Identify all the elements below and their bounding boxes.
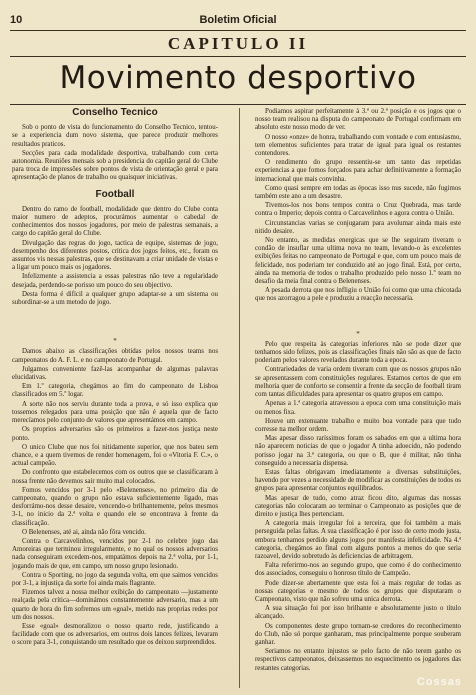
paragraph: Pode dizer-se abertamente que esta foi a mais regular de todas as nossas categorias e mesmo de todos os grupos que disputaram o Campeonato, visto que não sofreu uma unica derrota. bbox=[255, 579, 461, 603]
spacer bbox=[12, 308, 218, 334]
paragraph: Damos abaixo as classificações obtidas pelos nossos teams nos campeonatos do A. F. L. e no campeonato de Portugal. bbox=[12, 348, 218, 364]
chapter-rule bbox=[10, 56, 466, 57]
header-rule bbox=[10, 30, 466, 31]
paragraph: A categoria mais irregular foi a terceira, que foi também a mais perseguida pelas faltas. A sua classificação é por isso de certo modo justa, embora tenhamos perdido alguns jogos por manifesta infelicidade. Na 4.ª categoria, chegámos ao final com alguns pontos a menos do que seria razoavel, devido sobretudo às deficiencias de arbitragem. bbox=[255, 520, 461, 560]
paragraph: Esse «goal» desmoralizou o nosso quarto rede, justificando a facilidade com que os adversarios, em outros dois lances felizes, levaram o score para 3-1, conquistando um resultado que os deixou surpreendidos. bbox=[12, 622, 218, 647]
paragraph: Divulgação das regras do jogo, tactica de equipe, sistemas de jogo, desempenho dos diferentes postos, critica dos jogos feitos, etc., foram os assuntos vis nessas palestras, que se destinavam a criar unidade de vistas e a ligar um pouco mais os jogadores. bbox=[12, 239, 218, 272]
paragraph: Mas apesar disso raríssimos foram os sabados em que a ultima hora não aparecem noticias de que o jogador A tinha adoecido, não podendo porisso jogar na 3.ª categoria, ou que o B, que é militar, não tinha conseguido a necessaria dispensa. bbox=[255, 435, 461, 467]
paragraph: Contra o Sporting, no jogo da segunda volta, em que saimos vencidos por 3-1, a injustiça da sorte foi ainda mais flagrante. bbox=[12, 571, 218, 587]
paragraph: Fizemos talvez a nossa melhor exibição do campeonato —justamente realçada pela crítica—dominámos constantemente adversario, mas a um quarto de hora do fim sofremos um «goal», metido nas proprias redes por um dos nossos. bbox=[12, 589, 218, 621]
paragraph: Apenas a 1.ª categoria atravessou a epoca com uma constituição mais ou menos fixa. bbox=[255, 400, 461, 416]
running-title: Boletim Oficial bbox=[199, 14, 277, 26]
paragraph: Podiamos aspirar perfeitamente à 3.ª ou 2.ª posição e os jogos que o nosso team realisou na disputa do campeonato de Portugal confirmam em absoluto este nosso modo de ver. bbox=[255, 108, 461, 132]
paragraph: A sorte não nos serviu durante toda a prova, e só isso explica que tossemos relegados para uma posição que não é aquela que de facto merecíamos pelo conjunto de valores que apresentámos em campo. bbox=[12, 400, 218, 425]
paragraph: Mas apesar de tudo, como atraz ficou dito, algumas das nossas categorias não colocaram ao terminar o Campeonato as posições que de direito e justiça lhes pertenciam. bbox=[255, 494, 461, 518]
paragraph: Falta referirmo-nos ao segundo grupo, que como é do conhecimento dos associados, conseguiu o honroso título de Campeão. bbox=[255, 562, 461, 578]
page-header bbox=[10, 14, 466, 30]
paragraph: A sua situação foi por isso brilhante e absolutamente justo o título alcançado. bbox=[255, 605, 461, 621]
paragraph: Fomos vencidos por 3-1 pelo «Belenenses», no primeiro dia de campeonato, quando o grupo não estava suficientemente ligado, mas desforrámo-nos desse desaire, vencendo-o brilhantemente, pelos mesmos 3-1, no inicio da 2.ª volta e quando ele se encontrava à frente da classificação. bbox=[12, 486, 218, 527]
paragraph: Do confronto que estabelecemos com os outros que se classificaram à nossa frente não devemos sair muito mal colocados. bbox=[12, 469, 218, 485]
paragraph: Contrariedades de varia ordem tiveram com que os nossos grupos não se apresentassem com constituições regulares. Estamos certos de que em melhoria quer de conforto se consentir a frente da secção de football tiram com tantas dificuldades para apresentar os quatro grupos em campo. bbox=[255, 366, 461, 399]
paragraph: Desta forma é difícil a qualquer grupo adaptar-se a um sistema ou subordinar-se a um metodo de jogo. bbox=[12, 290, 218, 307]
section-heading-conselho: Conselho Tecnico bbox=[72, 107, 158, 118]
paragraph: Como quasi sempre em todas as épocas isso nus sucede, não fugimos também este ano a um desastre. bbox=[255, 184, 461, 201]
paragraph: Dentro do ramo de football, modalidade que dentro do Clube conta maior numero de adeptos, procurámos aumentar o cabedal de conhecimentos dos nossos jogadores, por meio de palestras semanais, a cargo do capitão geral do Clube. bbox=[12, 205, 218, 238]
page-number: 10 bbox=[10, 14, 23, 26]
paragraph: Circunstancias varias se conjugaram para avolumar ainda mais este nitido desaire. bbox=[255, 219, 461, 235]
paragraph: O unico Clube que nos foi nitidamente superior, que nos bateu sem chance, e a quem tivemos de render homenagem, foi o «Vitoria F. C.», o actual campeão. bbox=[12, 443, 218, 468]
left-column bbox=[12, 108, 218, 649]
paragraph: Seriamos no entanto injustos se pelo facto de não terem ganho os respectivos campeonatos, deixassemos no esquecimento os jogadores das restantes categorias. bbox=[255, 648, 461, 672]
paragraph: O Belenenses, até ai, ainda não fôra vencido. bbox=[22, 528, 146, 536]
paragraph: Julgamos conveniente fazê-las acompanhar de algumas palavras elucidativas. bbox=[12, 365, 218, 382]
paragraph: Tivemos-los nos bons tempos contra o Cruz Quebrada, mas tarde contra o Imperio; depois contra o Carcavelinhos e agora contra o União. bbox=[255, 202, 461, 218]
paragraph: Houve um extenuante trabalho e muito boa vontade para que tudo corresse na melhor ordem. bbox=[255, 417, 461, 433]
right-column bbox=[255, 108, 461, 674]
paragraph: A pesada derrota que nos infligiu o União foi como que uma chicotada que nos azorragou a pele e produziu a reacção necessaria. bbox=[255, 287, 461, 303]
paragraph: Sob o ponto de vista do funcionamento do Conselho Tecnico, tentou-se a experiencia dum novo sistema, que parece produzir melhores resultados praticos. bbox=[12, 124, 218, 148]
paragraph: Infelizmente a assistencia a essas palestras não teve a regularidade desejada, perdendo-se porisso um pouco do seu objectivo. bbox=[12, 273, 218, 289]
main-title: Movimento desportivo bbox=[59, 60, 417, 96]
chapter-heading: CAPITULO II bbox=[167, 34, 309, 53]
paragraph: Pelo que respeita às categorias inferiores não se pode dizer que tenhamos sido felizes, pois as classificações finais não são as que de facto poderiam pelos valores revelados durante toda a epoca. bbox=[255, 340, 461, 365]
paragraph: O rendimento do grupo ressentiu-se um tanto das repetidas experiencias a que fomos forçados para achar definitivamente a formação internacional que mais convinha. bbox=[255, 159, 461, 183]
section-separator: * bbox=[113, 337, 117, 346]
column-divider bbox=[239, 108, 240, 688]
title-rule bbox=[10, 104, 466, 105]
paragraph: Em 1.º categoria, chegámos ao fim do campeonato de Lisboa classificados em 5.º logar. bbox=[12, 383, 218, 399]
spacer bbox=[255, 305, 461, 327]
section-separator: * bbox=[356, 329, 360, 338]
section-heading-football: Football bbox=[95, 188, 135, 200]
paragraph: Os proprios adversarios são os primeiros a fazer-nos justiça neste ponto. bbox=[12, 426, 218, 442]
paragraph: Contra o Carcavelinhos, vencidos por 2-1 no celebre jogo das Amoreiras que terminou irregularmente, e no qual os nossos adversarios nada conseguiram excedem-nos, empatámos depois na 2.ª volta, por 1-1, jogando mais de que, em campo, um nosso grupo lesionado. bbox=[12, 537, 218, 570]
paragraph: Secções para cada modalidade desportiva, trabalhando com certa autonomia. Reuniões mensais sob a presidencia do capitão geral do Clube para troca de impressões sobre pontos de vista de orientação geral e para apresentação de planos de trabalho ou quaisquer iniciativas. bbox=[12, 149, 218, 182]
paragraph: Estas faltas obrigavam imediatamente a diversas substituições, havendo por vezes a necessidade de modificar as constituições de todos os grupos para apresentar conjuntos equilibrados. bbox=[255, 468, 461, 493]
paragraph: No entanto, as medidas energicas que se lhe seguiram tiveram o condão de insuflar uma ultima nova no team, levando-o às excelentes exibições feitas no campeonato de Portugal e que, com um pouco mais de felicidade, nos poderiam ter conduzido até ao jogo final. Está, por certo, ainda na memoria de todos o trabalho produzido pelo nosso 1.º team no desafio da meia final contra o Belenenses. bbox=[255, 237, 461, 286]
paragraph: Os componentes deste grupo tornam-se credores do reconhecimento do Club, não só porque ganharam, mas principalmente porque souberam ganhar. bbox=[255, 622, 461, 646]
watermark-logo: Cossas bbox=[416, 676, 462, 688]
paragraph: O nosso «onze» de honra, trabalhando com vontade e com entusiasmo, tem elementos suficientes para tratar de igual para igual os restantes contendores. bbox=[255, 133, 461, 158]
